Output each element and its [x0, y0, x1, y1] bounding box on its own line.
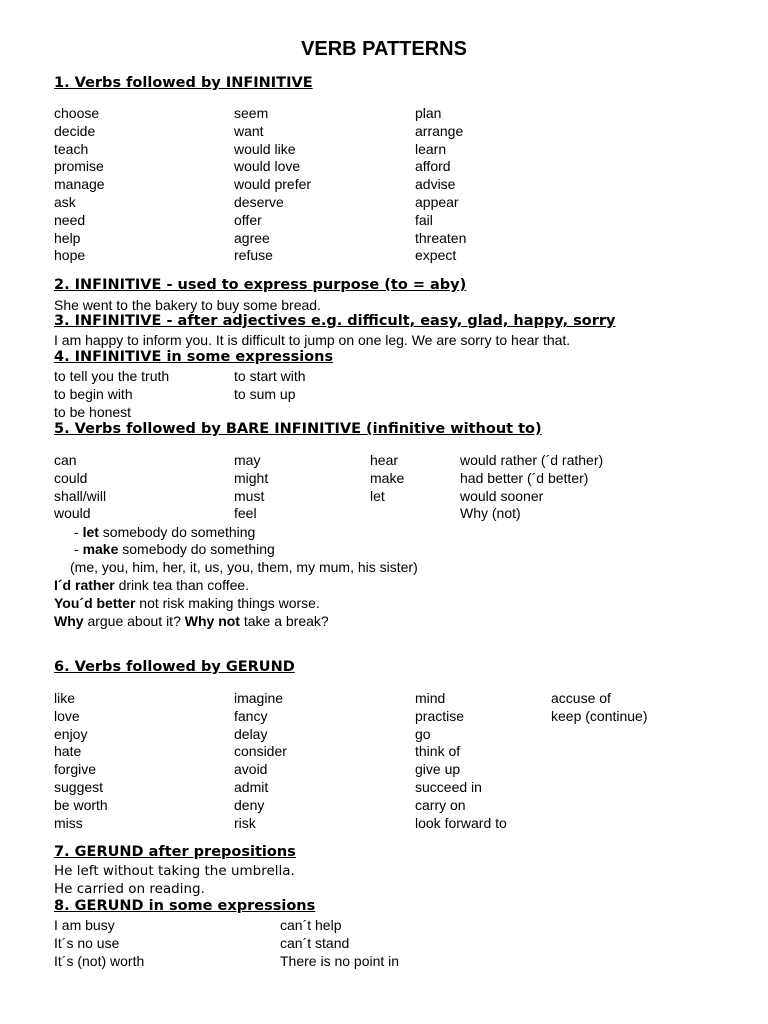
section-4-column-1 [54, 368, 169, 421]
section-1-column-3 [415, 105, 466, 265]
section-4-heading: 4. INFINITIVE in some expressions [54, 349, 334, 365]
expression-item: can´t help [280, 917, 342, 933]
verb-item: refuse [234, 247, 273, 264]
pronouns-line: (me, you, him, her, it, us, you, them, my mum, his sister) [70, 559, 418, 575]
verb-item: can [54, 452, 77, 468]
expression-item: It´s (not) worth [54, 952, 145, 969]
section-8-column-1 [54, 917, 144, 970]
verb-item: shall/will [54, 487, 107, 504]
verb-item: afford [415, 158, 451, 175]
verb-item: arrange [415, 122, 464, 139]
dash: - [74, 524, 83, 540]
verb-item: make [370, 469, 405, 486]
verb-item: expect [415, 247, 457, 264]
verb-item: might [234, 469, 269, 486]
verb-item: practise [415, 707, 465, 724]
verb-item: deserve [234, 193, 284, 210]
verb-item: would [54, 505, 91, 522]
section-1-column-1 [54, 105, 105, 265]
verb-item: enjoy [54, 725, 88, 742]
verb-item: teach [54, 140, 89, 157]
expression-item: to start with [234, 368, 306, 384]
section-1-heading: 1. Verbs followed by INFINITIVE [54, 75, 313, 91]
section-5-column-4 [460, 452, 603, 523]
section-2-example: She went to the bakery to buy some bread. [54, 297, 321, 313]
example-rather [54, 577, 249, 593]
verb-item: miss [54, 814, 83, 831]
verb-item: decide [54, 122, 96, 139]
verb-item: seem [234, 105, 269, 121]
verb-item: risk [234, 814, 256, 831]
section-5-column-1 [54, 452, 106, 523]
verb-item: fancy [234, 707, 268, 724]
section-6-column-1 [54, 690, 108, 832]
verb-item: help [54, 229, 81, 246]
section-4-column-2 [234, 368, 306, 404]
section-7-example-1: He left without taking the umbrella. [54, 863, 295, 879]
section-6-column-3 [415, 690, 507, 832]
section-8-heading: 8. GERUND in some expressions [54, 898, 316, 914]
section-6-column-4 [551, 690, 648, 726]
expression-item: It´s no use [54, 934, 120, 951]
example-bold: Why [54, 613, 84, 629]
verb-item: look forward to [415, 814, 507, 831]
make-rest: somebody do something [118, 541, 275, 557]
verb-item: imagine [234, 690, 284, 706]
verb-item: would love [234, 158, 301, 175]
verb-item: think of [415, 743, 461, 760]
verb-item: would rather (´d rather) [460, 452, 604, 468]
verb-item: ask [54, 193, 76, 210]
example-bold: You´d better [54, 595, 136, 611]
verb-item: may [234, 452, 261, 468]
verb-item: offer [234, 211, 262, 228]
verb-item: must [234, 487, 265, 504]
verb-item: had better (´d better) [460, 469, 589, 486]
verb-item: need [54, 211, 86, 228]
expression-item: can´t stand [280, 934, 350, 951]
verb-item: keep (continue) [551, 707, 648, 724]
section-2-heading: 2. INFINITIVE - used to express purpose (to = aby) [54, 277, 467, 293]
verb-item: admit [234, 778, 269, 795]
verb-item: hope [54, 247, 86, 264]
verb-item: delay [234, 725, 268, 742]
example-mid: argue about it? [83, 613, 185, 629]
verb-item: carry on [415, 796, 466, 813]
verb-item: would prefer [234, 176, 312, 193]
section-7-example-2: He carried on reading. [54, 881, 205, 897]
let-rest: somebody do something [98, 524, 256, 540]
verb-item: hear [370, 452, 399, 468]
verb-item: deny [234, 796, 265, 813]
expression-item: to be honest [54, 403, 132, 420]
example-rest: drink tea than coffee. [114, 577, 250, 593]
verb-item: like [54, 690, 76, 706]
verb-item: give up [415, 761, 461, 778]
verb-item: forgive [54, 761, 97, 778]
expression-item: to begin with [54, 385, 133, 402]
verb-item: choose [54, 105, 100, 121]
verb-item: hate [54, 743, 82, 760]
section-8-column-2 [280, 917, 399, 970]
verb-item: manage [54, 176, 105, 193]
expression-item: There is no point in [280, 952, 400, 969]
expression-item: I am busy [54, 917, 115, 933]
verb-item: Why (not) [460, 505, 521, 522]
verb-item: would sooner [460, 487, 544, 504]
expression-item: to tell you the truth [54, 368, 170, 384]
verb-item: avoid [234, 761, 268, 778]
example-bold: I´d rather [54, 577, 115, 593]
verb-item: promise [54, 158, 104, 175]
section-7-heading: 7. GERUND after prepositions [54, 844, 296, 860]
verb-item: threaten [415, 229, 467, 246]
verb-item: want [234, 122, 264, 139]
verb-item: accuse of [551, 690, 611, 706]
verb-item: go [415, 725, 431, 742]
section-3-example: I am happy to inform you. It is difficult to jump on one leg. We are sorry to hear that. [54, 332, 571, 348]
verb-item: mind [415, 690, 446, 706]
section-5-heading: 5. Verbs followed by BARE INFINITIVE (infinitive without to) [54, 421, 542, 437]
verb-item: consider [234, 743, 287, 760]
let-pattern-line [74, 524, 255, 540]
example-rest: not risk making things worse. [135, 595, 320, 611]
verb-item: succeed in [415, 778, 482, 795]
dash: - [74, 541, 83, 557]
section-5-column-3 [370, 452, 404, 505]
page-title: VERB PATTERNS [301, 38, 467, 60]
verb-item: plan [415, 105, 442, 121]
section-5-column-2 [234, 452, 268, 523]
verb-item: be worth [54, 796, 108, 813]
example-why [54, 613, 329, 629]
verb-item: advise [415, 176, 456, 193]
section-3-heading: 3. INFINITIVE - after adjectives e.g. difficult, easy, glad, happy, sorry [54, 313, 616, 329]
verb-item: learn [415, 140, 447, 157]
make-pattern-line [74, 541, 275, 557]
make-keyword: make [82, 541, 119, 557]
verb-item: could [54, 469, 88, 486]
verb-item: feel [234, 505, 257, 522]
let-keyword: let [82, 524, 99, 540]
example-bold: Why not [184, 613, 240, 629]
section-1-column-2 [234, 105, 311, 265]
verb-item: fail [415, 211, 433, 228]
verb-item: appear [415, 193, 459, 210]
verb-item: suggest [54, 778, 104, 795]
section-6-heading: 6. Verbs followed by GERUND [54, 659, 295, 675]
verb-item: would like [234, 140, 296, 157]
example-rest: take a break? [239, 613, 329, 629]
verb-item: love [54, 707, 80, 724]
section-6-column-2 [234, 690, 287, 832]
verb-item: agree [234, 229, 270, 246]
expression-item: to sum up [234, 385, 296, 402]
verb-item: let [370, 487, 385, 504]
example-better [54, 595, 320, 611]
